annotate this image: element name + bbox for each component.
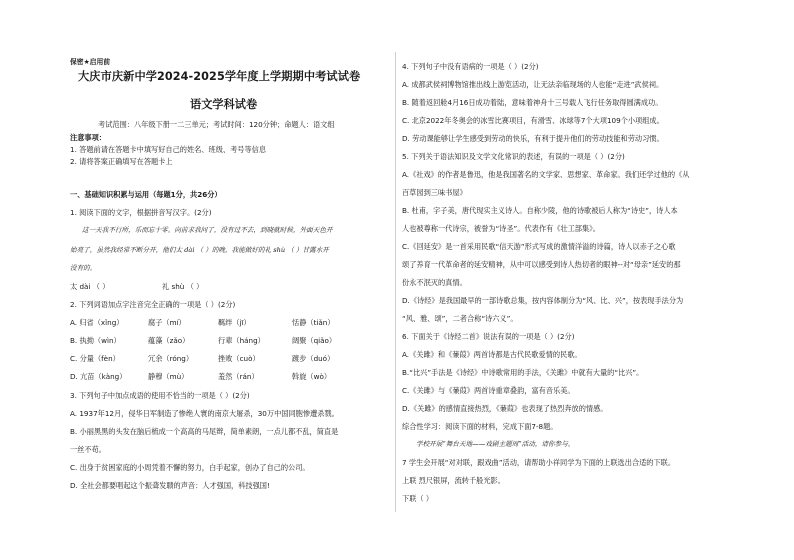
q7-lower-couplet: 下联（ ） [402, 494, 434, 503]
q6-stem: 6. 下面关于《诗经二首》说法有误的一项是（ ）(2分) [402, 332, 575, 341]
q1-stem: 1. 阅读下面的文字，根据拼音写汉字。(2分) [70, 208, 212, 217]
q2-b-2: 蕴藻（zǎo） [148, 336, 190, 345]
q3-option-a: A. 1937年12月，侵华日军制造了惨绝人寰的南京大屠杀，30万中国同胞惨遭杀戮。 [70, 409, 339, 418]
exam-subtitle: 语文学科试卷 [190, 98, 258, 111]
q2-c-4: 踱步（duó） [292, 354, 335, 363]
q3-option-b-1: B. 小丽黑黑的头发在脑后梳成一个高高的马尾辫，简单素朗，一点儿都不乱，简直是 [70, 427, 339, 436]
q4-option-c: C. 北京2022年冬奥会的冰雪比赛项目，有滑雪、冰球等7个大项109个小项组成。 [402, 116, 664, 125]
q5-option-c-3: 份永不泯灭的真情。 [402, 278, 467, 287]
section1-heading: 一、基础知识积累与运用（每题1分，共26分） [70, 190, 222, 199]
q7-material-title: 综合性学习：阅读下面的材料，完成下面7-8题。 [402, 422, 558, 431]
q2-b-1: B. 执拗（wìn） [70, 336, 121, 345]
q4-option-b: B. 随着返回舱4月16日成功着陆，意味着神舟十三号载人飞行任务取得圆满成功。 [402, 98, 663, 107]
q2-a-2: 腐子（mí） [148, 318, 186, 327]
q1-passage-1: 这一天我不行所，乐而忘十零。向前求我问了，没有过不去，到晓就时候，外面天色开 [82, 226, 333, 234]
q1-blank-b: 礼 shù （ ） [162, 282, 204, 291]
q2-a-3: 羁绊（jī） [218, 318, 251, 327]
q2-d-1: D. 亢苗（kàng） [70, 372, 127, 381]
q2-b-3: 行辈（háng） [218, 336, 265, 345]
q3-option-b-2: 一丝不苟。 [70, 445, 106, 454]
exam-info: 考试范围：八年级下册一二三单元；考试时间：120分钟；命题人：语文组 [98, 120, 335, 129]
q2-d-2: 静穆（mù） [148, 372, 189, 381]
q2-stem: 2. 下列词语加点字注音完全正确的一项是（ ）(2分) [70, 300, 236, 309]
q2-c-1: C. 分量（fèn） [70, 354, 120, 363]
q5-option-b-1: B. 杜甫，字子美，唐代现实主义诗人。自称少陵，他的诗歌被后人称为“诗史”，诗人本 [402, 206, 678, 215]
q6-option-a: A.《关雎》和《蒹葭》两首诗都是古代民歌爱情的民歌。 [402, 350, 582, 359]
q4-stem: 4. 下列句子中没有语病的一项是（ ）(2分) [402, 62, 539, 71]
q2-d-4: 斡旋（wò） [292, 372, 332, 381]
q5-option-c-2: 颂了养育一代革命者的延安精神，从中可以感受到诗人热切者的眼神--对“母亲”延安的那 [402, 260, 681, 269]
q2-a-4: 恬静（tiǎn） [292, 318, 335, 327]
q6-option-d: D.《关雎》的感情直接热烈，《蒹葭》也表现了热烈奔放的情感。 [402, 404, 608, 413]
q6-option-b: B.“比兴”手法是《诗经》中诗歌常用的手法，《关雎》中就有大量的“比兴”。 [402, 368, 644, 377]
q2-a-1: A. 归省（xǐng） [70, 318, 124, 327]
q3-stem: 3. 下列句子中加点成语的使用不恰当的一项是（ ）(2分) [70, 391, 250, 400]
q2-b-4: 阔聚（qiǎo） [292, 336, 337, 345]
q7-stem: 7 学生会开展“对对联，跟戏曲”活动，请帮助小祥同学为下面的上联选出合适的下联。 [402, 458, 676, 467]
q7-activity: 学校开展“舞台天地——戏剧主题周”活动，请你参与。 [416, 440, 575, 448]
q4-option-d: D. 劳动课能够让学生感受到劳动的快乐，有利于提升他们的劳动技能和劳动习惯。 [402, 134, 664, 143]
column-divider [395, 52, 396, 512]
q5-option-c-1: C.《回延安》是一首采用民歌“信天游”形式写成的激情洋溢的诗篇，诗人以赤子之心歌 [402, 242, 676, 251]
q6-option-c: C.《关雎》与《蒹葭》两首诗重章叠韵，富有音乐美。 [402, 386, 575, 395]
q5-option-b-2: 人也被尊称一代诗宗，被誉为“诗圣”。代表作有《壮工部集》。 [402, 224, 600, 233]
q3-option-d: D. 全社会都要唱起这个振聋发聩的声音：人才强国，科技强国! [70, 481, 270, 490]
secret-label: 保密★启用前 [70, 58, 111, 66]
q1-passage-2: 始亮了，虽然我经常不断分开，他们太 dài （ ）的晚，我能做好的礼 shù （ ）甘露水开 [70, 246, 329, 254]
q5-stem: 5. 下列关于语法知识及文学文化常识的表述，有误的一项是（ ）(2分) [402, 152, 625, 161]
q5-option-d-2: “风、雅、颂”，二者合称“诗六义”。 [402, 314, 518, 323]
notice-1: 1. 答题前请在答题卡中填写好自己的姓名、班级、考号等信息 [70, 145, 267, 154]
q2-d-3: 羞然（rán） [218, 372, 259, 381]
q5-option-a-2: 百草园到三味书屋》 [402, 188, 467, 197]
exam-title: 大庆市庆新中学2024-2025学年度上学期期中考试试卷 [78, 70, 361, 83]
q5-option-a-1: A.《社戏》的作者是鲁迅，他是我国著名的文学家、思想家、革命家。我们还学过他的《从 [402, 170, 690, 179]
q5-option-d-1: D.《诗经》是我国最早的一部诗歌总集，按内容体制分为“风、比、兴”，按表现手法分为 [402, 296, 684, 305]
q2-c-3: 挫败（cuò） [218, 354, 260, 363]
q1-passage-3: 没有的。 [70, 264, 97, 272]
notice-2: 2. 请将答案正确填写在答题卡上 [70, 157, 173, 166]
q7-upper-couplet: 上联 烈尺银屏，流转千般光影。 [402, 476, 505, 485]
notice-label: 注意事项： [70, 133, 106, 142]
q1-blank-a: 太 dài （ ） [70, 282, 110, 291]
q4-option-a: A. 成都武侯祠博物馆推出线上游览活动，让无法亲临现场的人也能“走进”武侯祠。 [402, 80, 664, 89]
q2-c-2: 冗余（róng） [148, 354, 194, 363]
q3-option-c: C. 出身于贫困家庭的小周凭着不懈的努力，白手起家，创办了自己的公司。 [70, 463, 310, 472]
